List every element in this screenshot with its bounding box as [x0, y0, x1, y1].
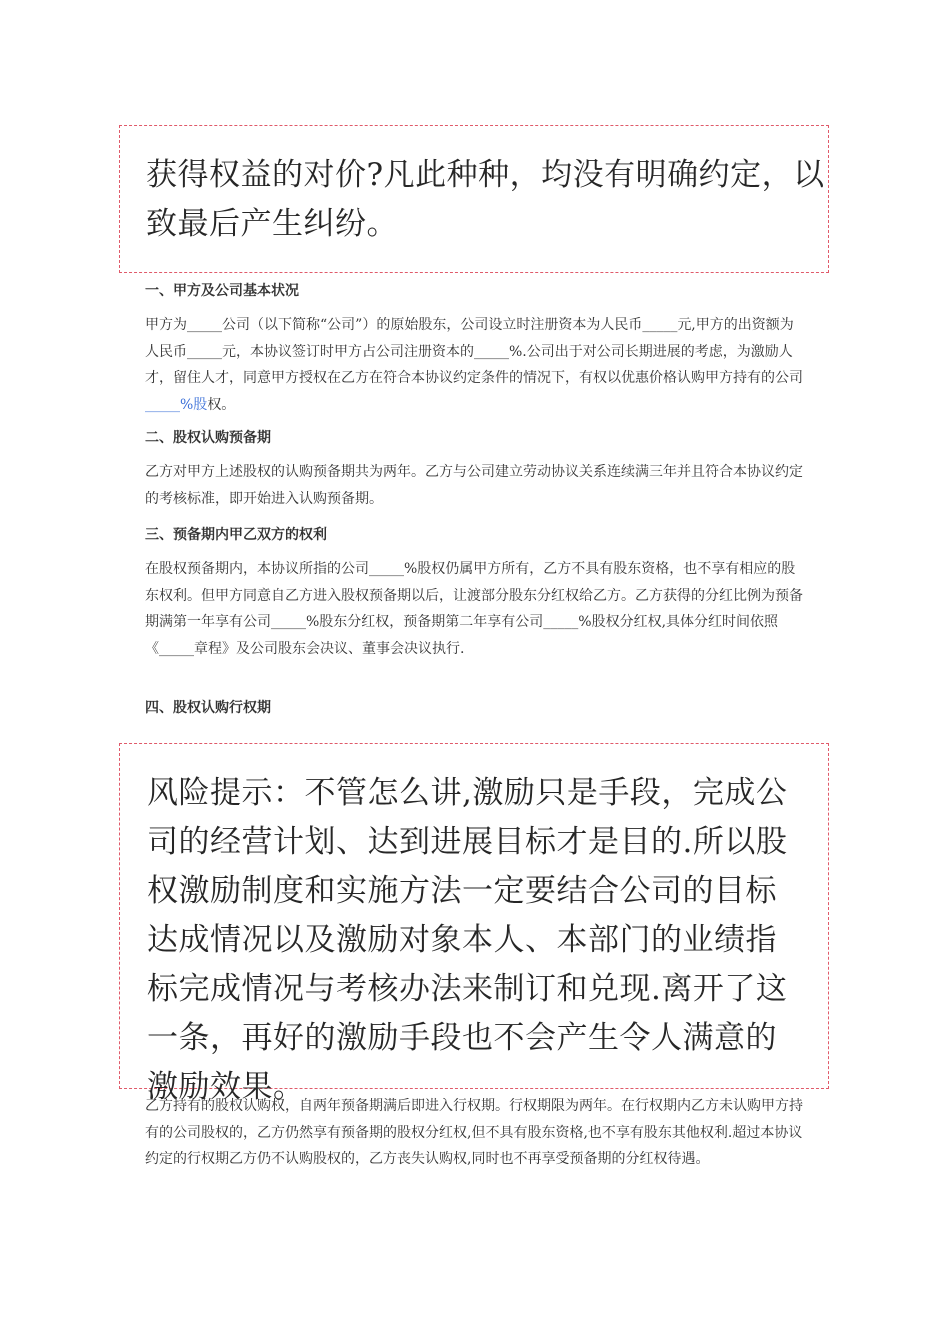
section-paragraph-3: 在股权预备期内，本协议所指的公司_____%股权仍属甲方所有，乙方不具有股东资格，也不享有相应的股东权利。但甲方同意自乙方进入股权预备期以后，让渡部分股东分红权给乙方。乙方获得的分红比例为预备期满第一年享有公司_____%股东分红权，预备期第二年享有公司_____%股权分红权,具体分红时间依照《_____章程》及公司股东会决议、董事会决议执行.	[145, 561, 803, 657]
paragraph-1-tail: 权。	[207, 396, 236, 413]
equity-percent-link[interactable]: _____%股	[145, 396, 208, 413]
paragraph-1-text: 甲方为_____公司（以下简称“公司”）的原始股东，公司设立时注册资本为人民币_____元,甲方的出资额为人民币_____元，本协议签订时甲方占公司注册资本的_____%.公司出于对公司长期进展的考虑，为激励人才，留住人才，同意甲方授权在乙方在符合本协议约定条件的情况下，有权以优惠价格认购甲方持有的公司	[145, 317, 803, 386]
callout-box-top	[119, 125, 829, 273]
section-heading-4: 四、股权认购行权期	[145, 700, 271, 716]
section-paragraph-1	[145, 312, 805, 418]
risk-callout-box	[119, 743, 829, 1105]
section-heading-3: 三、预备期内甲乙双方的权利	[145, 527, 327, 543]
risk-callout-text: 风险提示：不管怎么讲,激励只是手段，完成公司的经营计划、达到进展目标才是目的.所以股权激励制度和实施方法一定要结合公司的目标达成情况以及激励对象本人、本部门的业绩指标完成情况与考核办法来制订和兑现.离开了这一条，再好的激励手段也不会产生令人满意的激励效果。	[147, 775, 788, 1105]
section-paragraph-4: 乙方持有的股权认购权，自两年预备期满后即进入行权期。行权期限为两年。在行权期内乙方未认购甲方持有的公司股权的，乙方仍然享有预备期的股权分红权,但不具有股东资格,也不享有股东其他权利.超过本协议约定的行权期乙方仍不认购股权的，乙方丧失认购权,同时也不再享受预备期的分红权待遇。	[145, 1098, 803, 1167]
section-heading-2: 二、股权认购预备期	[145, 430, 271, 446]
callout-text-top: 获得权益的对价?凡此种种，均没有明确约定，以致最后产生纠纷。	[146, 157, 825, 242]
section-paragraph-2: 乙方对甲方上述股权的认购预备期共为两年。乙方与公司建立劳动协议关系连续满三年并且符合本协议约定的考核标准，即开始进入认购预备期。	[145, 464, 803, 507]
section-heading-1: 一、甲方及公司基本状况	[145, 283, 299, 299]
